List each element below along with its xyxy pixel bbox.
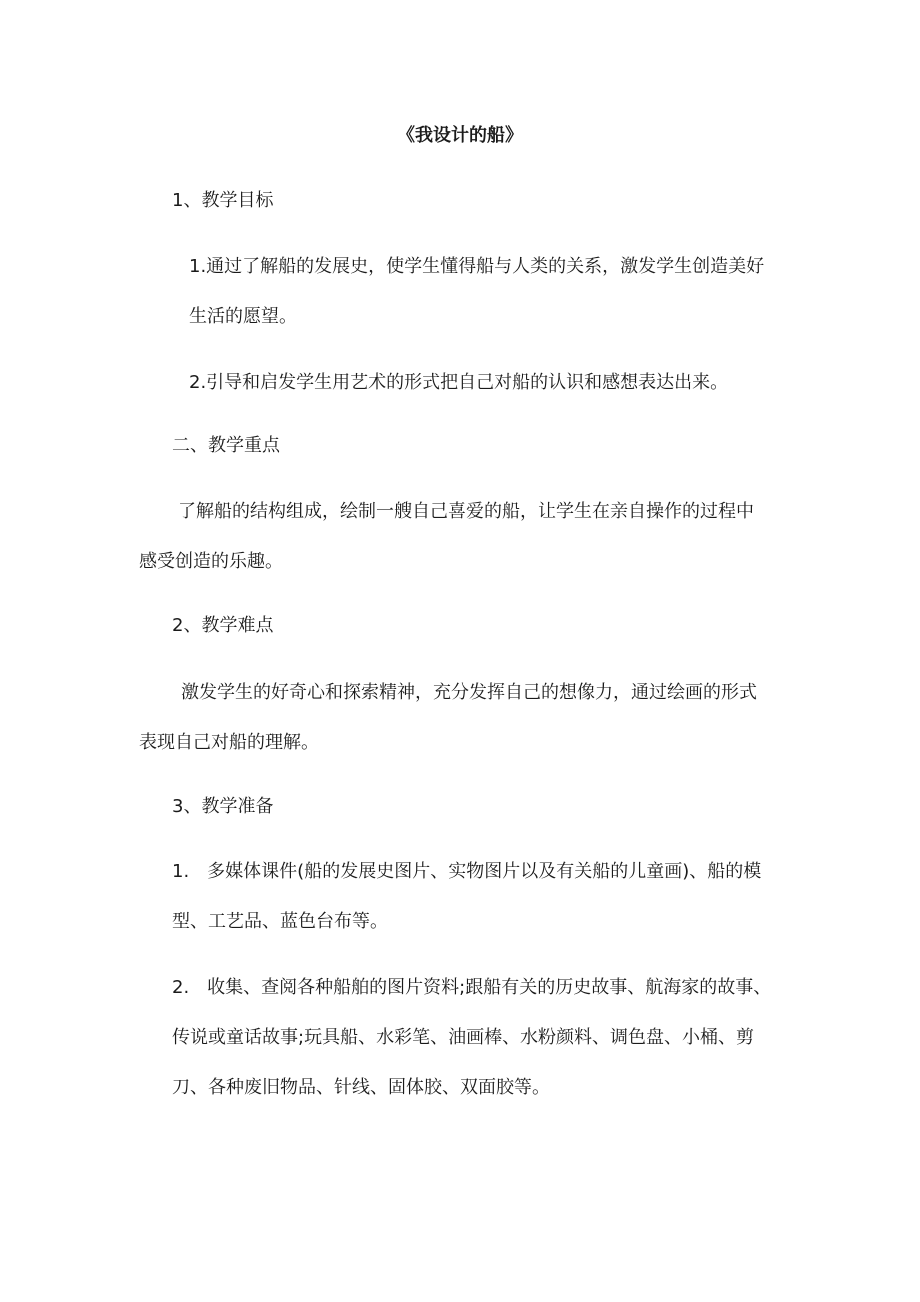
document-title: 《我设计的船》: [397, 125, 523, 146]
preparation-heading: 3、教学准备: [172, 796, 274, 817]
key-points-line-2: 感受创造的乐趣。: [139, 551, 283, 572]
preparation-item-2-line-1: 2. 收集、查阅各种船舶的图片资料;跟船有关的历史故事、航海家的故事、: [172, 977, 772, 998]
preparation-item-1-line-2: 型、工艺品、蓝色台布等。: [172, 911, 388, 932]
goals-heading: 1、教学目标: [172, 190, 274, 211]
preparation-item-2-line-2: 传说或童话故事;玩具船、水彩笔、油画棒、水粉颜料、调色盘、小桶、剪: [172, 1027, 755, 1048]
difficulties-line-1: 激发学生的好奇心和探索精神，充分发挥自己的想像力，通过绘画的形式: [181, 682, 757, 703]
goals-item-1-line-1: 1.通过了解船的发展史，使学生懂得船与人类的关系，激发学生创造美好: [189, 256, 765, 277]
difficulties-line-2: 表现自己对船的理解。: [139, 732, 319, 753]
key-points-line-1: 了解船的结构组成，绘制一艘自己喜爱的船，让学生在亲自操作的过程中: [178, 501, 754, 522]
difficulties-heading: 2、教学难点: [172, 615, 274, 636]
preparation-item-1-line-1: 1. 多媒体课件(船的发展史图片、实物图片以及有关船的儿童画)、船的模: [172, 861, 762, 882]
preparation-item-2-line-3: 刀、各种废旧物品、针线、固体胶、双面胶等。: [172, 1077, 550, 1098]
key-points-heading: 二、教学重点: [172, 435, 280, 456]
goals-item-2: 2.引导和启发学生用艺术的形式把自己对船的认识和感想表达出来。: [189, 372, 729, 393]
goals-item-1-line-2: 生活的愿望。: [189, 306, 297, 327]
